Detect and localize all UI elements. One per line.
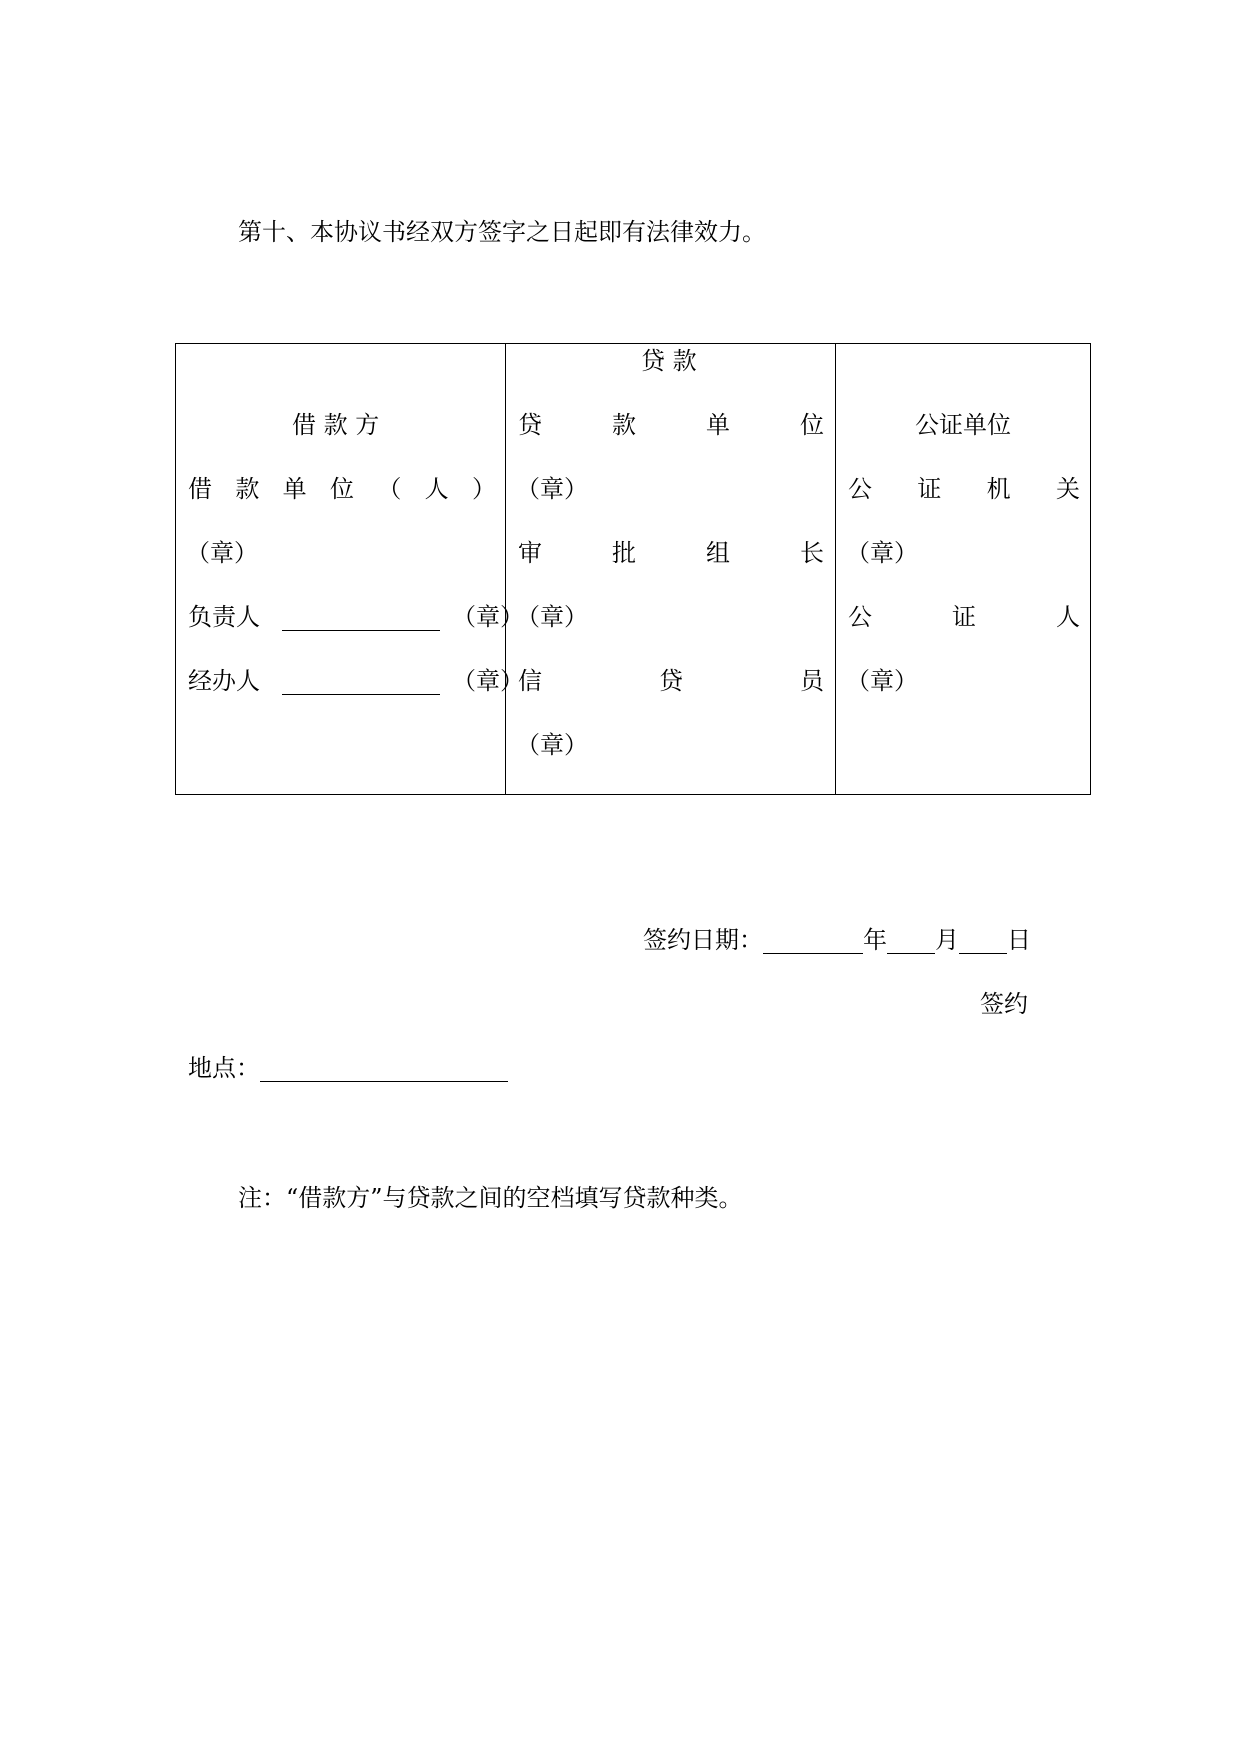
approval-leader-seal: （章）: [516, 603, 588, 631]
responsible-seal: （章）: [452, 603, 524, 631]
signature-table: [175, 343, 1091, 795]
signing-place-row: [188, 1054, 508, 1082]
month-blank: [887, 927, 935, 954]
table-divider: [835, 344, 836, 794]
handler-blank: [282, 668, 440, 695]
responsible-blank: [282, 604, 440, 631]
footnote: 注：“借款方”与贷款之间的空档填写贷款种类。: [238, 1184, 743, 1212]
signing-place-label-part2: 地点：: [188, 1054, 260, 1082]
lender-header: 贷 款: [641, 347, 697, 375]
approval-leader-label: 审 批 组 长: [518, 539, 824, 567]
signing-date-row: [643, 926, 1031, 954]
handler-seal: （章）: [452, 667, 524, 695]
responsible-person-row: [188, 603, 524, 631]
credit-officer-seal: （章）: [516, 731, 588, 759]
day-label: 日: [1007, 926, 1031, 954]
article-ten: 第十、本协议书经双方签字之日起即有法律效力。: [238, 218, 766, 246]
handler-label: 经办人: [188, 667, 260, 695]
month-label: 月: [935, 926, 959, 954]
credit-officer-label: 信 贷 员: [518, 667, 824, 695]
borrower-unit-label: 借 款 单 位 （ 人 ）: [188, 475, 496, 503]
year-blank: [763, 927, 863, 954]
notary-office-seal: （章）: [846, 539, 918, 567]
table-divider: [505, 344, 506, 794]
responsible-label: 负责人: [188, 603, 260, 631]
handler-row: [188, 667, 524, 695]
signing-place-label-part1: 签约: [980, 990, 1028, 1018]
signing-date-label: 签约日期：: [643, 926, 763, 954]
borrower-header: 借 款 方: [292, 411, 380, 439]
notary-person-seal: （章）: [846, 667, 918, 695]
notary-header: 公证单位: [915, 411, 1011, 439]
notary-office-label: 公 证 机 关: [848, 475, 1080, 503]
lender-unit-seal: （章）: [516, 475, 588, 503]
day-blank: [959, 927, 1007, 954]
place-blank: [260, 1055, 508, 1082]
lender-unit-label: 贷 款 单 位: [518, 411, 824, 439]
borrower-seal: （章）: [186, 539, 258, 567]
notary-person-label: 公 证 人: [848, 603, 1080, 631]
year-label: 年: [863, 926, 887, 954]
